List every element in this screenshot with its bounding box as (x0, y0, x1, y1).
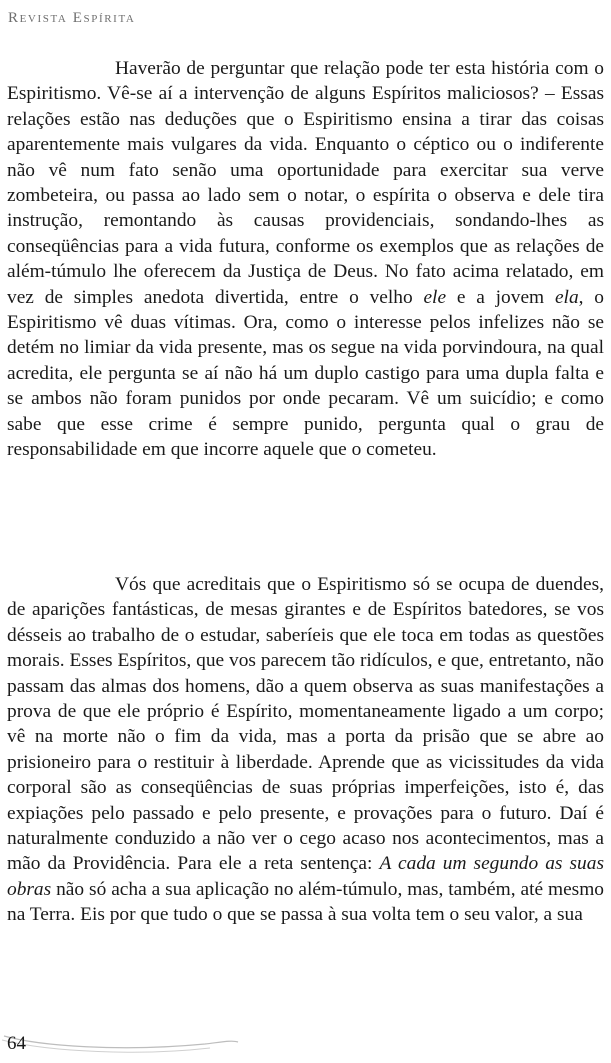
paragraph-2-text (7, 572, 604, 928)
text-run: , o Espiritismo vê duas vítimas. Ora, como o interesse pelos infelizes não se detém no limiar da vida presente, mas os segue na vida porvindoura, na qual acredita, ele pergunta se aí não há um duplo castigo para uma dupla falta e se ambos não foram punidos por onde pecaram. Vê um suicídio; e como sabe que esse crime é sempre punido, pergunta qual o grau de responsabilidade em que incorre aquele que o cometeu. (7, 286, 604, 461)
italic-phrase: ele (423, 286, 447, 308)
text-run: e a jovem (446, 286, 555, 308)
italic-phrase: ela (554, 286, 579, 308)
running-header: Revista Espírita (8, 10, 136, 26)
text-run: Haverão de perguntar que relação pode ter esta história com o Espiritismo. Vê-se aí a intervenção de alguns Espíritos maliciosos? – Essas relações estão nas deduções que o Espiritismo ensina a tirar das coisas aparentemente mais vulgares da vida. Enquanto o céptico ou o indiferente não vê num fato senão uma oportunidade para exercitar sua verve zombeteira, ou passa ao lado sem o notar, o espírita o observa e dele tira instrução, remontando às causas providenciais, sondando-lhes as conseqüências para a vida futura, conforme os exemplos que as relações de além-túmulo lhe oferecem da Justiça de Deus. No fato acima relatado, em vez de simples anedota divertida, entre o velho (7, 58, 604, 308)
text-run: não só acha a sua aplicação no além-túmulo, mas, também, até mesmo na Terra. Eis por que tudo o que se passa à sua volta tem o seu valor, a sua (7, 878, 604, 926)
italic-phrase: A cada um segundo as suas obras (7, 853, 604, 900)
text-run: Vós que acreditais que o Espiritismo só se ocupa de duendes, de aparições fantásticas, de mesas girantes e de Espíritos batedores, se vos désseis ao trabalho de o estudar, saberíeis que ele toca em todas as questões morais. Esses Espíritos, que vos parecem tão ridículos, e que, entretanto, não passam das almas dos homens, dão a quem observa as suas manifestações a prova de que ele próprio é Espírito, momentaneamente ligado a um corpo; vê na morte não o fim da vida, mas a porta da prisão que se abre ao prisioneiro para o restituir à liberdade. Aprende que as vicissitudes da vida corporal são as conseqüências de suas próprias imperfeições, isto é, das expiações pelo passado e pelo presente, e provações para o futuro. Daí é naturalmente conduzido a não ver o cego acaso nos acontecimentos, mas a mão da Providência. Para ele a reta sentença: (7, 574, 604, 875)
decorative-swoosh (0, 1030, 240, 1060)
paragraph-1 (7, 56, 604, 463)
paragraph-2 (7, 572, 604, 928)
page-number: 64 (7, 1033, 26, 1054)
paragraph-1-text (7, 56, 604, 463)
